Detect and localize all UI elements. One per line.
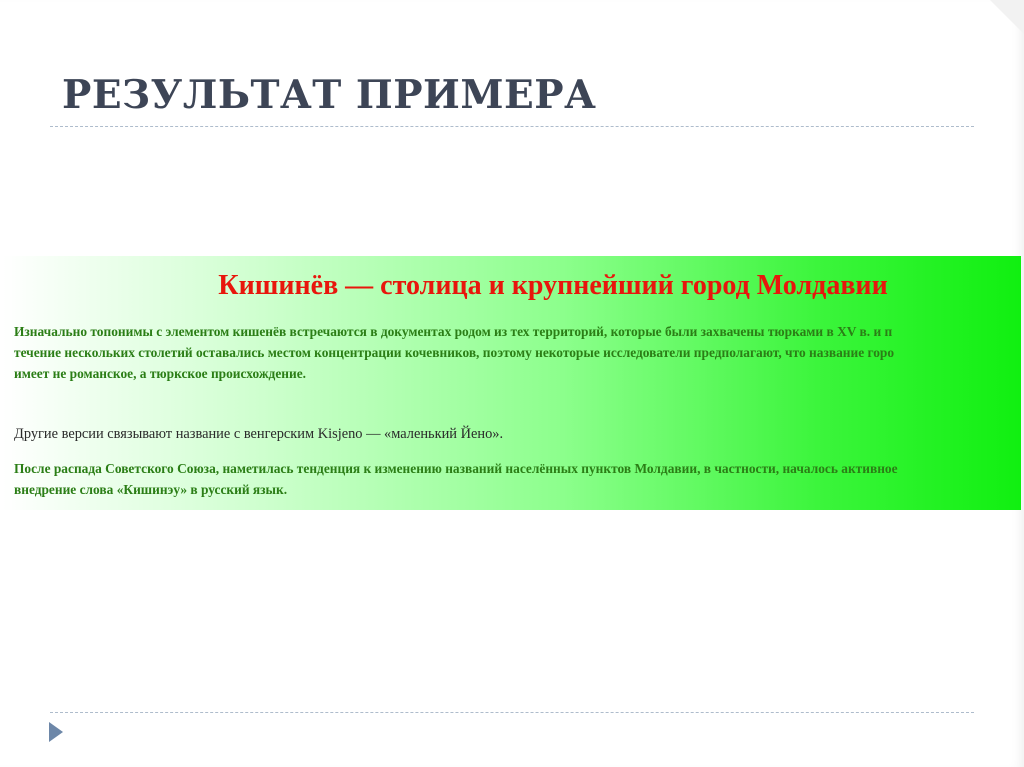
play-triangle-icon[interactable] [49,722,63,742]
paragraph-versions: Другие версии связывают название с венгерским Kisjeno — «маленький Йено». [14,426,504,442]
paragraph-soviet-line: внедрение слова «Кишинэу» в русский язык. [14,482,288,497]
slide-title: РЕЗУЛЬТАТ ПРИМЕРА [62,72,597,118]
top-divider [50,126,974,127]
paragraph-soviet-line: После распада Советского Союза, наметилась тенденция к изменению названий населённых пунктов Молдавии, в частности, началось активное [14,461,898,476]
paragraph-soviet [14,458,1021,500]
paragraph-origin [14,321,1021,384]
paragraph-origin-line: течение нескольких столетий оставались местом концентрации кочевников, поэтому некоторые исследователи предполагают, что название горо [14,345,895,360]
banner-heading: Кишинёв — столица и крупнейший город Молдавии [218,270,888,301]
paragraph-origin-line: Изначально топонимы с элементом кишенёв встречаются в документах родом из тех территорий, которые были захвачены тюрками в XV в. и п [14,324,893,339]
bottom-divider [50,712,974,713]
example-banner [3,256,1021,510]
paragraph-origin-line: имеет не романское, а тюркское происхождение. [14,366,306,381]
page-corner [990,0,1024,34]
